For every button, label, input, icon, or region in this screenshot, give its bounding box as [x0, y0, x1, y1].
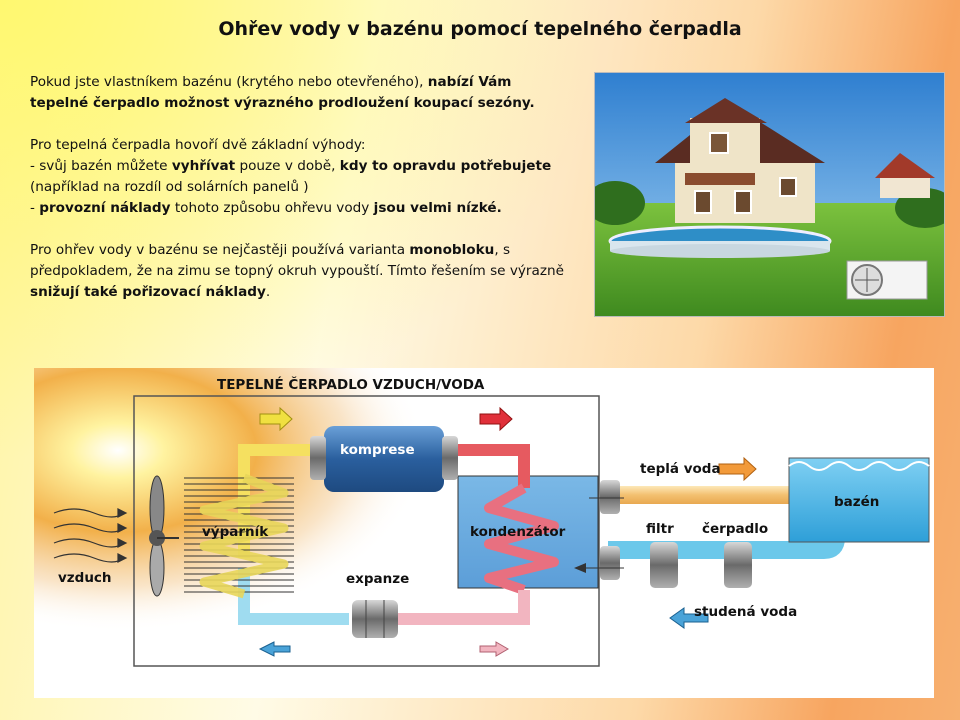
compressor	[324, 426, 444, 492]
expansion-valve	[352, 600, 398, 638]
paragraph-1	[30, 72, 570, 114]
condenser-port-top	[600, 480, 620, 514]
label-studena-voda: studená voda	[694, 604, 798, 620]
advantage-2-a: -	[30, 200, 40, 216]
page-title: Ohřev vody v bazénu pomocí tepelného čerpadla	[218, 18, 742, 40]
advantage-2-c: tohoto způsobu ohřevu vody	[170, 200, 374, 216]
advantage-1-c: pouze v době,	[235, 158, 340, 174]
paragraph-1-bold: nabízí Vám tepelné čerpadlo možnost výrazného prodloužení koupací sezóny.	[30, 74, 535, 111]
label-filtr: filtr	[646, 521, 674, 537]
house-pool-illustration	[595, 73, 944, 316]
advantage-1-e: (například na rozdíl od solárních panelů )	[30, 179, 309, 195]
pump-cylinder	[724, 542, 752, 588]
label-kondenzator: kondenzátor	[470, 524, 566, 540]
paragraph-3-d: snižují také pořizovací náklady	[30, 284, 266, 300]
label-vyparnik: výparník	[202, 524, 269, 540]
label-vzduch: vzduch	[58, 570, 112, 586]
warm-water-arrow	[719, 458, 756, 480]
advantage-1-d: kdy to opravdu potřebujete	[339, 158, 552, 174]
label-tepla-voda: teplá voda	[640, 461, 721, 477]
paragraph-1-text: Pokud jste vlastníkem bazénu (krytého nebo otevřeného),	[30, 74, 428, 90]
advantage-2-d: jsou velmi nízké.	[373, 200, 502, 216]
heat-pump-diagram	[34, 368, 934, 698]
warm-water-pipe	[608, 486, 794, 504]
condenser-port-bottom	[600, 546, 620, 580]
paragraph-3-b: monobloku	[409, 242, 495, 258]
advantage-1-b: vyhřívat	[171, 158, 236, 174]
label-cerpadlo: čerpadlo	[702, 521, 769, 537]
paragraph-3	[30, 240, 570, 303]
paragraph-3-c: , s předpokladem, že na zimu se topný okruh vypouští. Tímto řešením se výrazně	[30, 242, 564, 279]
intro-text	[30, 72, 570, 324]
paragraph-2	[30, 135, 570, 219]
label-komprese: komprese	[340, 442, 415, 458]
paragraph-3-a: Pro ohřev vody v bazénu se nejčastěji používá varianta	[30, 242, 410, 258]
advantages-intro: Pro tepelná čerpadla hovoří dvě základní výhody:	[30, 137, 366, 153]
house-pool-photo	[594, 72, 945, 317]
diagram-heading: TEPELNÉ ČERPADLO VZDUCH/VODA	[217, 377, 485, 393]
advantage-2-b: provozní náklady	[39, 200, 171, 216]
filter-cylinder	[650, 542, 678, 588]
advantage-1-a: - svůj bazén můžete	[30, 158, 172, 174]
label-expanze: expanze	[346, 571, 410, 587]
paragraph-3-e: .	[265, 284, 271, 300]
label-bazen: bazén	[834, 494, 880, 510]
heat-pump-schematic	[34, 368, 934, 698]
